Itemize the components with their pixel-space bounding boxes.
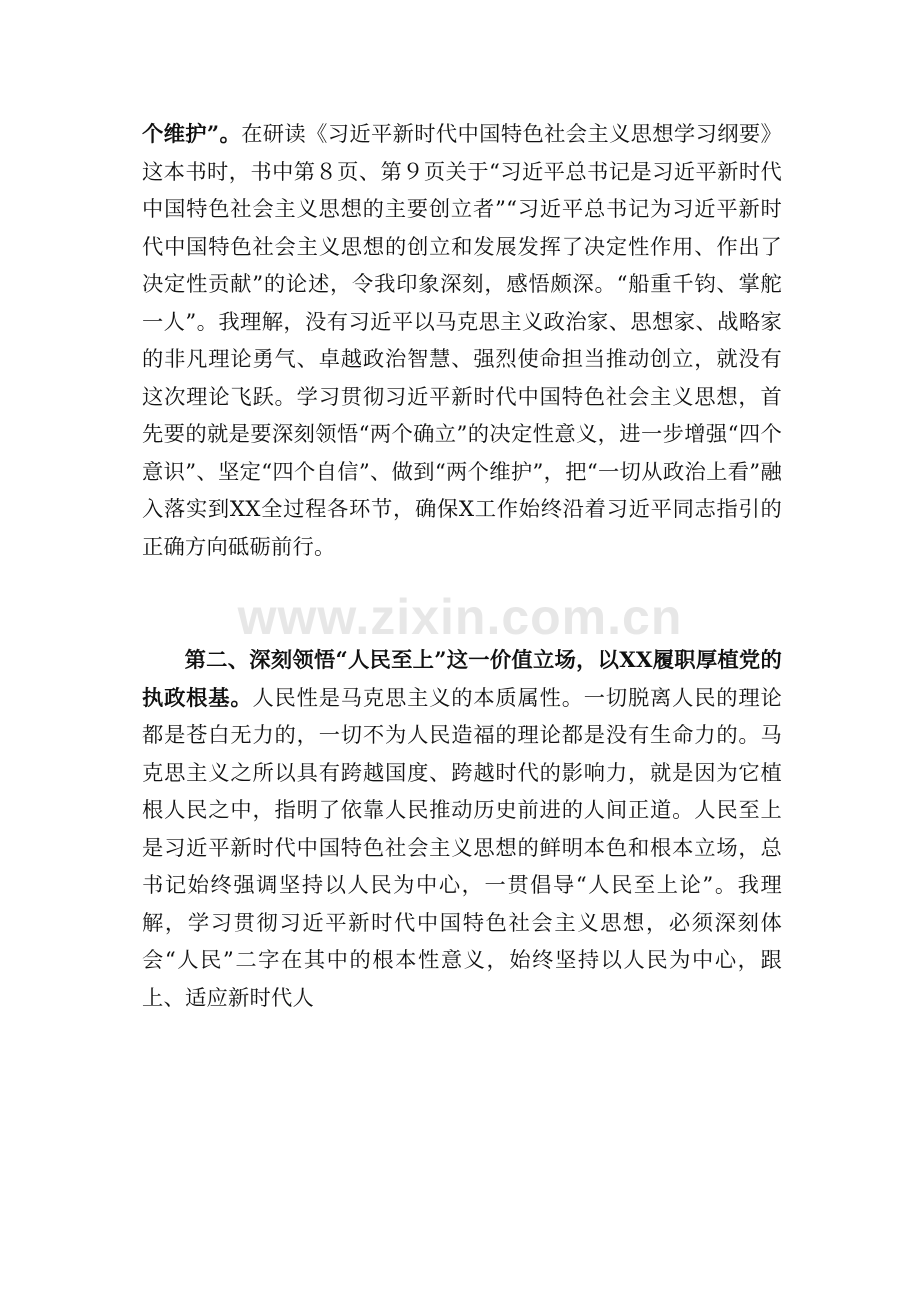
paragraph-2-body: 人民性是马克思主义的本质属性。一切脱离人民的理论都是苍白无力的，一切不为人民造福的理论都是没有生命力的。马克思主义之所以具有跨越国度、跨越时代的影响力，就是因为它植根人民之中，指明了依靠人民推动历史前进的人间正道。人民至上是习近平新时代中国特色社会主义思想的鲜明本色和根本立场，总书记始终强调坚持以人民为中心，一贯倡导“人民至上论”。我理解，学习贯彻习近平新时代中国特色社会主义思想，必须深刻体会“人民”二字在其中的根本性意义，始终坚持以人民为中心，跟上、适应新时代人 xyxy=(142,685,782,1011)
paragraph-2 xyxy=(142,642,782,1017)
paragraph-1 xyxy=(142,116,782,566)
paragraph-1-body: 在研读《习近平新时代中国特色社会主义思想学习纲要》这本书时，书中第８页、第９页关于“习近平总书记是习近平新时代中国特色社会主义思想的主要创立者”“习近平总书记为习近平新时代中国特色社会主义思想的创立和发展发挥了决定性作用、作出了决定性贡献”的论述，令我印象深刻，感悟颇深。“船重千钧、掌舵一人”。我理解，没有习近平以马克思主义政治家、思想家、战略家的非凡理论勇气、卓越政治智慧、强烈使命担当推动创立，就没有这次理论飞跃。学习贯彻习近平新时代中国特色社会主义思想，首先要的就是要深刻领悟“两个确立”的决定性意义，进一步增强“四个意识”、坚定“四个自信”、做到“两个维护”，把“一切从政治上看”融入落实到XX全过程各环节，确保X工作始终沿着习近平同志指引的正确方向砥砺前行。 xyxy=(142,122,782,560)
watermark: www.zixin.com.cn xyxy=(237,589,683,645)
paragraph-2-heading: 第二、深刻领悟“人民至上”这一价值立场，以XX履职厚植党的执政根基。 xyxy=(142,648,782,711)
document-page xyxy=(142,116,782,1017)
paragraph-1-lead: 个维护”。 xyxy=(142,122,242,147)
